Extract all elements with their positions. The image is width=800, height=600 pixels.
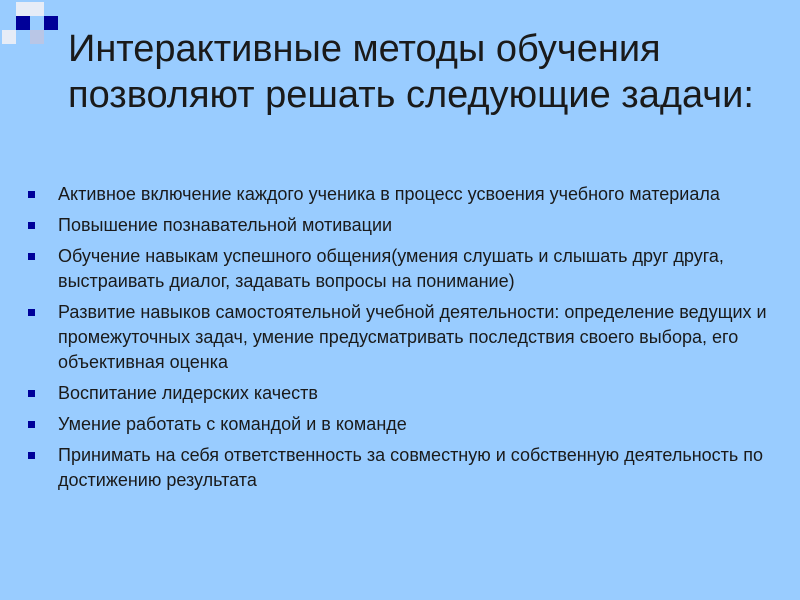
square-bullet-icon: [28, 253, 35, 260]
list-item: [26, 182, 776, 207]
list-item: [26, 300, 776, 375]
decor-square-icon: [30, 30, 44, 44]
list-item: [26, 244, 776, 294]
list-item-text: Обучение навыкам успешного общения(умения слушать и слышать друг друга, выстраивать диалог, задавать вопросы на понимание): [58, 246, 724, 291]
list-item-text: Умение работать с командой и в команде: [58, 414, 407, 434]
bullet-list: [26, 182, 776, 499]
list-item-text: Повышение познавательной мотивации: [58, 215, 393, 235]
square-bullet-icon: [28, 452, 35, 459]
list-item: [26, 443, 776, 493]
square-bullet-icon: [28, 390, 35, 397]
square-bullet-icon: [28, 191, 35, 198]
list-item-text: Развитие навыков самостоятельной учебной деятельности: определение ведущих и промежуточных задач, умение предусматривать последствия своего выбора, его объективная оценка: [58, 302, 767, 372]
list-item-text: Активное включение каждого ученика в процесс усвоения учебного материала: [58, 184, 720, 204]
list-item-text: Воспитание лидерских качеств: [58, 383, 318, 403]
list-item: [26, 381, 776, 406]
decor-square-icon: [16, 16, 30, 30]
slide-title: Интерактивные методы обучения позволяют решать следующие задачи:: [68, 28, 754, 116]
square-bullet-icon: [28, 222, 35, 229]
decor-square-icon: [2, 30, 16, 44]
list-item-text: Принимать на себя ответственность за совместную и собственную деятельность по достижению результата: [58, 445, 764, 490]
decor-square-icon: [44, 16, 58, 30]
list-item: [26, 213, 776, 238]
list-item: [26, 412, 776, 437]
decor-square-icon: [16, 2, 30, 16]
square-bullet-icon: [28, 421, 35, 428]
decor-square-icon: [30, 2, 44, 16]
square-bullet-icon: [28, 309, 35, 316]
